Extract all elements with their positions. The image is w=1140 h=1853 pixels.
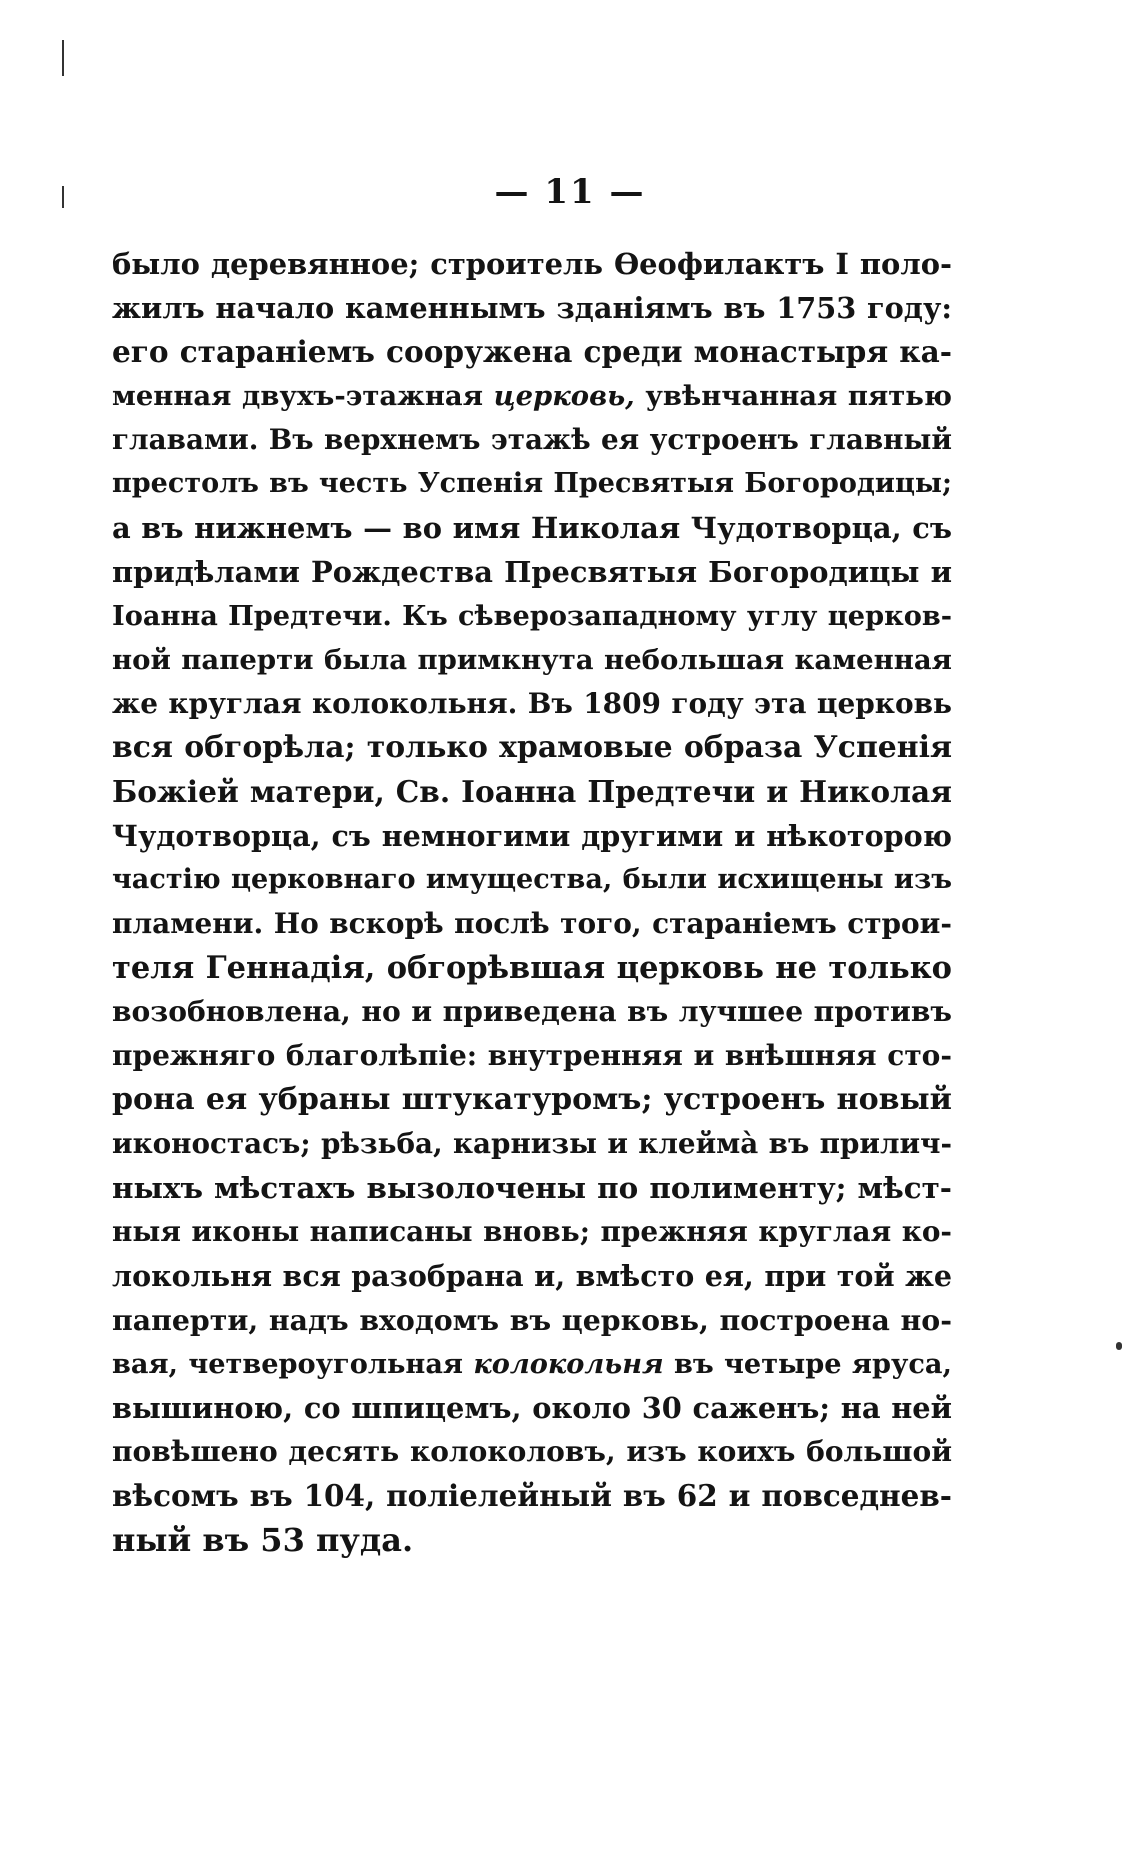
italic-word: церковь, — [493, 380, 635, 412]
text-line — [112, 990, 952, 1034]
text-line — [112, 1210, 952, 1254]
text-segment: Чудотворца, съ немногими другими и нѣкоторою — [112, 819, 952, 853]
scan-speck — [1116, 1342, 1122, 1350]
text-line — [112, 726, 952, 770]
text-segment: его стараніемъ сооружена среди монастыря ка- — [112, 334, 952, 369]
text-line — [112, 418, 952, 462]
text-segment: менная двухъ-этажная — [112, 380, 494, 412]
body-text — [112, 242, 952, 1562]
text-line — [112, 1078, 952, 1122]
text-segment: главами. Въ верхнемъ этажѣ ея устроенъ главный — [112, 423, 952, 456]
text-segment: повѣшено десять колоколовъ, изъ коихъ большой — [112, 1435, 952, 1468]
text-line — [112, 550, 952, 594]
text-line — [112, 1430, 952, 1474]
text-line — [112, 902, 952, 946]
text-segment: рона ея убраны штукатуромъ; устроенъ новый — [112, 1082, 952, 1117]
text-segment: ныя иконы написаны вновь; прежняя круглая ко- — [112, 1215, 952, 1248]
text-segment: было деревянное; строитель Ѳеофилактъ I поло- — [112, 247, 952, 281]
text-segment: въ четыре яруса, — [663, 1348, 953, 1380]
text-segment: локольня вся разобрана и, вмѣсто ея, при той же — [112, 1259, 952, 1293]
text-segment: увѣнчанная пятью — [634, 380, 952, 412]
text-segment: а въ нижнемъ — во имя Николая Чудотворца, съ — [112, 511, 952, 545]
text-segment: прежняго благолѣпіе: внутренняя и внѣшняя сто- — [112, 1039, 952, 1072]
text-segment: жилъ начало каменнымъ зданіямъ въ 1753 году: — [112, 291, 952, 325]
text-line — [112, 638, 952, 682]
text-line — [112, 1254, 952, 1298]
text-line — [112, 1166, 952, 1210]
text-line — [112, 462, 952, 506]
text-segment: частію церковнаго имущества, были исхищены изъ — [112, 864, 952, 895]
scan-speck — [62, 40, 64, 76]
text-line — [112, 286, 952, 330]
text-line — [112, 1518, 952, 1562]
text-segment: Іоанна Предтечи. Къ сѣверозападному углу церков- — [112, 600, 952, 632]
text-line — [112, 1034, 952, 1078]
text-line — [112, 330, 952, 374]
text-segment: ный въ 53 пуда. — [112, 1521, 414, 1559]
text-line — [112, 594, 952, 638]
text-line — [112, 858, 952, 902]
text-line — [112, 1386, 952, 1430]
text-segment: же круглая колокольня. Въ 1809 году эта церковь — [112, 687, 952, 720]
text-segment: ныхъ мѣстахъ вызолочены по полименту; мѣст- — [112, 1170, 952, 1205]
text-segment: престолъ въ честь Успенія Пресвятыя Богородицы; — [112, 468, 952, 499]
text-line — [112, 1342, 952, 1386]
text-line — [112, 1298, 952, 1342]
text-segment: вѣсомъ въ 104, поліелейный въ 62 и повседнев- — [112, 1478, 952, 1513]
text-line — [112, 682, 952, 726]
text-segment: возобновлена, но и приведена въ лучшее противъ — [112, 995, 952, 1028]
text-segment: вая, четвероугольная — [112, 1348, 474, 1380]
page-number: — 11 — — [494, 172, 646, 212]
text-line — [112, 1474, 952, 1518]
text-line — [112, 506, 952, 550]
text-segment: придѣлами Рождества Пресвятыя Богородицы и — [112, 555, 952, 589]
text-segment: паперти, надъ входомъ въ церковь, построена но- — [112, 1303, 952, 1337]
text-line — [112, 946, 952, 990]
text-segment: вся обгорѣла; только храмовые образа Успенія — [112, 730, 952, 765]
text-segment: ной паперти была примкнута небольшая каменная — [112, 644, 952, 676]
text-segment: иконостасъ; рѣзьба, карнизы и клеймà въ прилич- — [112, 1127, 952, 1160]
text-segment: Божіей матери, Св. Іоанна Предтечи и Николая — [112, 774, 952, 809]
italic-word: колокольня — [473, 1348, 664, 1380]
text-segment: пламени. Но вскорѣ послѣ того, стараніемъ строи- — [112, 907, 952, 940]
text-line — [112, 770, 952, 814]
text-segment: теля Геннадія, обгорѣвшая церковь не только — [112, 950, 952, 986]
text-line — [112, 1122, 952, 1166]
text-segment: вышиною, со шпицемъ, около 30 саженъ; на ней — [112, 1391, 952, 1425]
text-line — [112, 374, 952, 418]
text-line — [112, 814, 952, 858]
text-line — [112, 242, 952, 286]
